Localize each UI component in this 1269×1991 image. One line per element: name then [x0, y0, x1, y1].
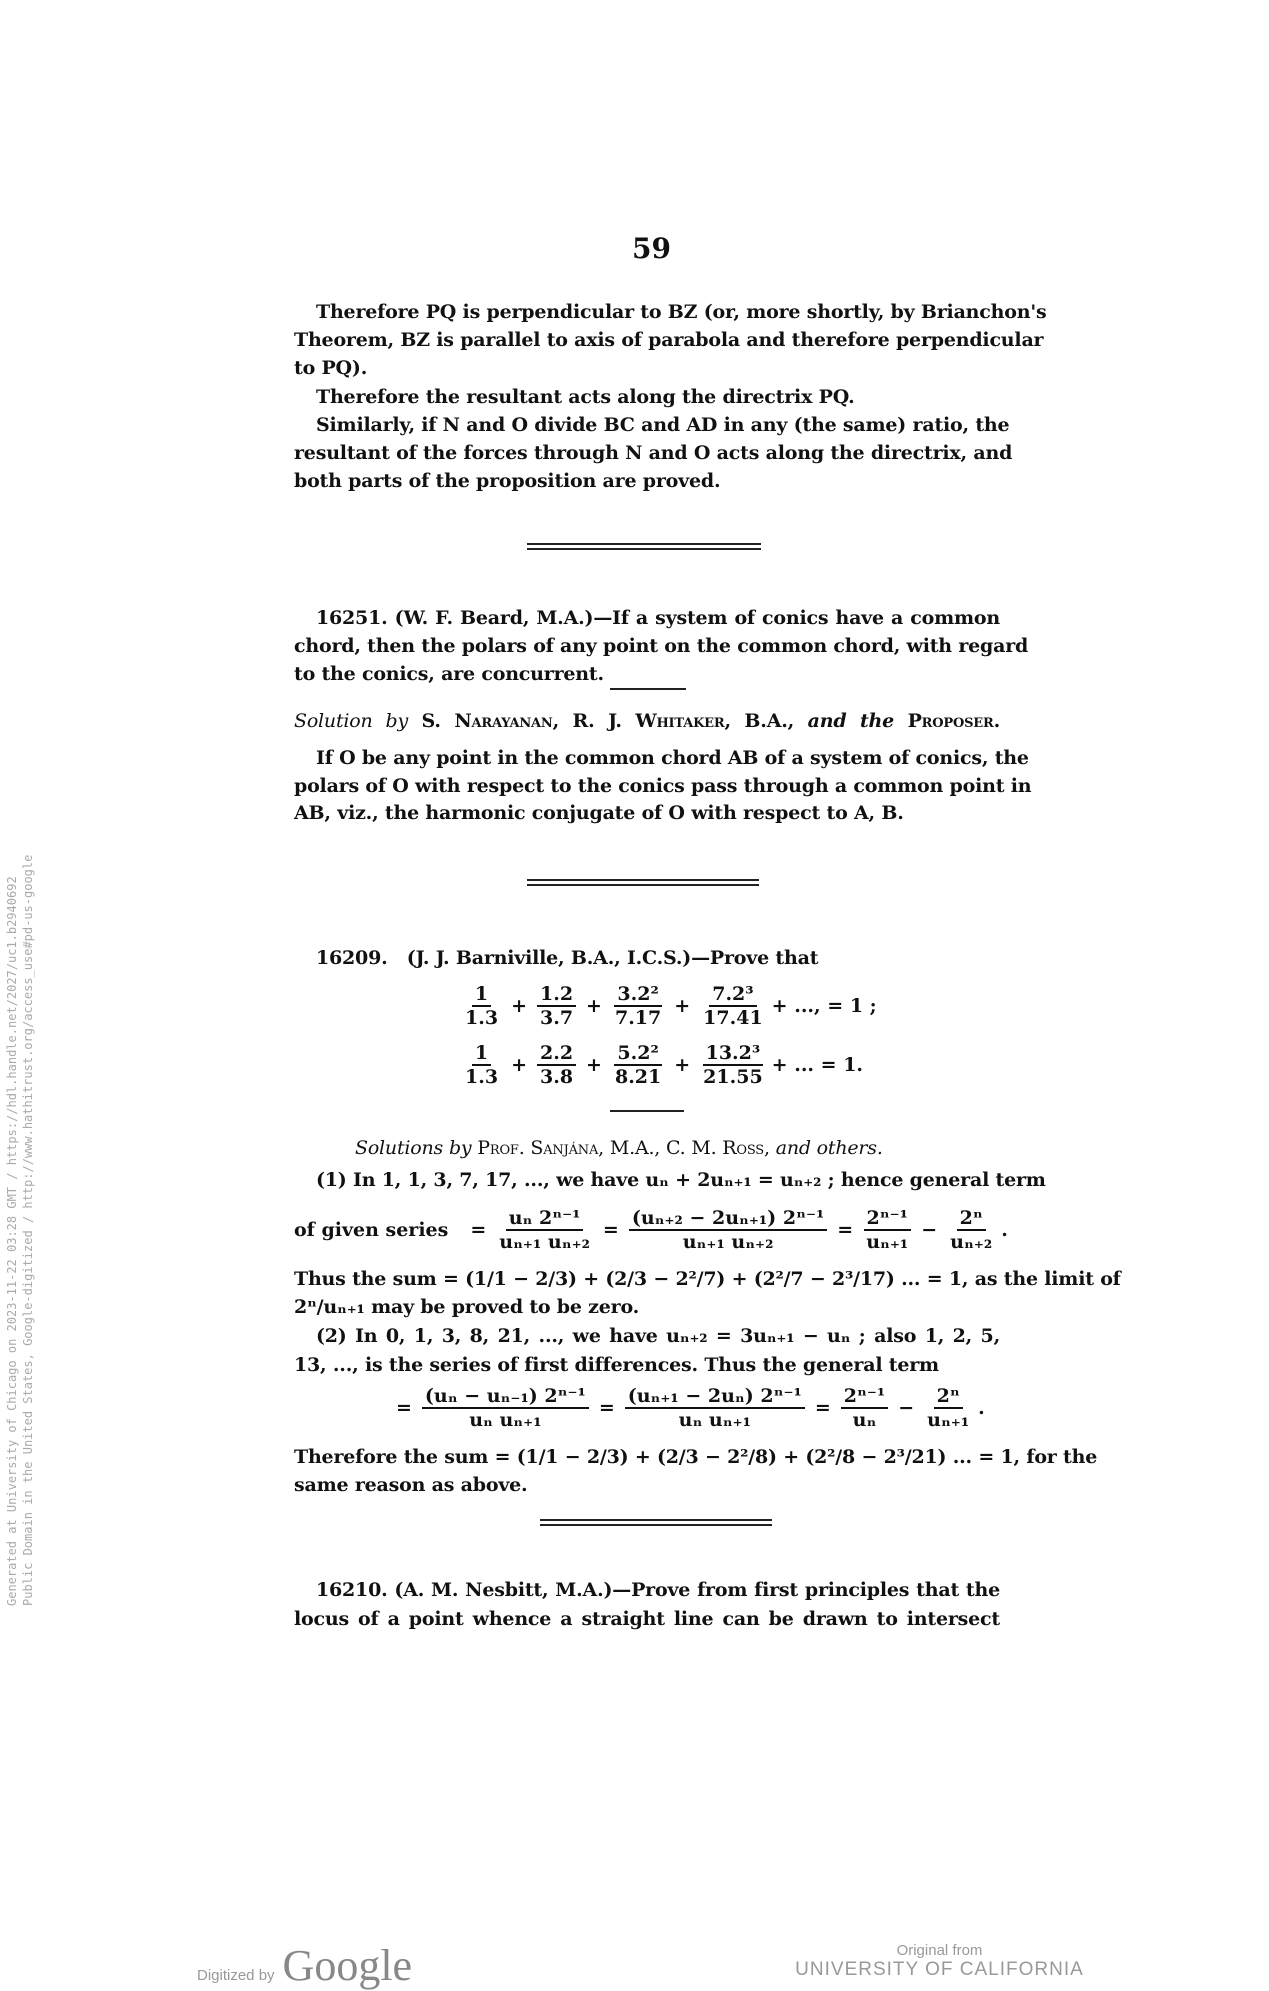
question-number: 16209. [316, 947, 388, 969]
denominator: uₙ₊₂ [950, 1231, 993, 1253]
text-line: Theorem, BZ is parallel to axis of parabola and therefore perpendicular [294, 329, 1044, 351]
numerator: 1 [472, 983, 491, 1007]
denominator: 1.3 [465, 1066, 499, 1088]
question-line [294, 944, 1000, 972]
denominator: 3.8 [539, 1066, 574, 1088]
solvers: Prof. Sanjána, M.A., C. M. Ross, [477, 1137, 770, 1159]
equation-2: $\frac{1}{1.3}$ + $\frac{2.2}{3.8}$ + $\frac{\text{5.2²}}{8.21}$ + $\frac{\text{13.2³}}{21.55}$ + ... = 1. [456, 1042, 863, 1088]
original-from [787, 1942, 1092, 1981]
short-rule [610, 1110, 684, 1112]
numerator: (uₙ − uₙ₋₁) 2ⁿ⁻¹ [422, 1385, 589, 1409]
numerator: 2.2 [537, 1042, 576, 1066]
side-watermark [4, 706, 36, 1606]
text-line: same reason as above. [294, 1474, 528, 1496]
numerator: 1.2 [537, 983, 576, 1007]
denominator: uₙ [852, 1409, 877, 1431]
text-line: Similarly, if N and O divide BC and AD in any (the same) ratio, the [316, 414, 1010, 436]
numerator: 2ⁿ⁻¹ [864, 1207, 911, 1231]
denominator: 21.55 [703, 1066, 763, 1088]
numerator: 5.2² [614, 1042, 661, 1066]
numerator: (uₙ₊₁ − 2uₙ) 2ⁿ⁻¹ [625, 1385, 805, 1409]
numerator: (uₙ₊₂ − 2uₙ₊₁) 2ⁿ⁻¹ [629, 1207, 827, 1231]
denominator: uₙ₊₁ uₙ₊₂ [682, 1231, 774, 1253]
section-divider [527, 879, 759, 886]
numerator: 7.2³ [709, 983, 756, 1007]
text-line: (2) In 0, 1, 3, 8, 21, ..., we have uₙ₊₂ = 3uₙ₊₁ − uₙ ; also 1, 2, 5, [316, 1325, 1000, 1347]
numerator: 2ⁿ [957, 1207, 986, 1231]
text-line: both parts of the proposition are proved. [294, 470, 721, 492]
short-rule [610, 688, 686, 690]
numerator: 1 [472, 1042, 491, 1066]
text-line: Therefore the sum = (1/1 − 2/3) + (2/3 − 2²/8) + (2²/8 − 2³/21) ... = 1, for the [294, 1446, 1098, 1468]
numerator: 13.2³ [703, 1042, 764, 1066]
page-number: 59 [632, 232, 671, 265]
text-line: to PQ). [294, 357, 368, 379]
denominator: uₙ₊₁ uₙ₊₂ [499, 1231, 590, 1253]
question-text: (J. J. Barniville, B.A., I.C.S.)—Prove that [406, 947, 819, 969]
text-line: 2ⁿ/uₙ₊₁ may be proved to be zero. [294, 1296, 640, 1318]
denominator: uₙ₊₁ [866, 1231, 909, 1253]
text-line: If O be any point in the common chord AB of a system of conics, the [316, 747, 1029, 769]
question-text: (A. M. Nesbitt, M.A.)—Prove from first principles that the [394, 1579, 1000, 1601]
denominator: 8.21 [614, 1066, 662, 1088]
proposer: Proposer. [907, 710, 1000, 732]
question-line [294, 1576, 1000, 1604]
equation-part2: = $\frac{\text{(uₙ − uₙ₋₁) 2ⁿ⁻¹}}{\text{uₙ uₙ₊₁}}$ = $\frac{\text{(uₙ₊₁ − 2uₙ) 2ⁿ⁻¹}}{\text{uₙ uₙ₊₁}}$ = $\frac{\text{2ⁿ⁻¹}}{\text{uₙ}}$ − $\frac{\text{2ⁿ}}{\text{uₙ₊₁}}$ . [396, 1385, 985, 1431]
solvers: S. Narayanan, R. J. Whitaker, B.A., [421, 710, 795, 732]
original-from-label: Original from [896, 1942, 983, 1959]
digitized-by-google [197, 1940, 412, 1991]
text-line: 13, ..., is the series of first differences. Thus the general term [294, 1354, 939, 1376]
text-line: Thus the sum = (1/1 − 2/3) + (2/3 − 2²/7) + (2²/7 − 2³/17) ... = 1, as the limit of [294, 1268, 1121, 1290]
denominator: 7.17 [614, 1007, 662, 1029]
text-line: Therefore PQ is perpendicular to BZ (or, more shortly, by Brianchon's [316, 301, 1047, 323]
question-line [294, 604, 1000, 632]
equation-tail: + ... = 1. [771, 1054, 864, 1076]
denominator: 3.7 [539, 1007, 574, 1029]
denominator: uₙ₊₁ [927, 1409, 970, 1431]
text-line: resultant of the forces through N and O acts along the directrix, and [294, 442, 1013, 464]
label: and others. [775, 1137, 883, 1159]
numerator: 2ⁿ⁻¹ [841, 1385, 888, 1409]
google-logo: Google [282, 1941, 413, 1990]
denominator: uₙ uₙ₊₁ [469, 1409, 542, 1431]
section-divider [540, 1519, 772, 1526]
section-divider [527, 543, 761, 550]
denominator: 17.41 [703, 1007, 763, 1029]
question-number: 16251. [316, 607, 388, 629]
label: of given series [294, 1219, 449, 1241]
text-line: locus of a point whence a straight line can be drawn to intersect [294, 1608, 1000, 1630]
numerator: 2ⁿ [934, 1385, 963, 1409]
numerator: 3.2² [614, 983, 661, 1007]
denominator: 1.3 [465, 1007, 499, 1029]
institution-name: UNIVERSITY OF CALIFORNIA [795, 1959, 1084, 1980]
solution-heading [294, 707, 1000, 735]
text-line: AB, viz., the harmonic conjugate of O with respect to A, B. [294, 802, 904, 824]
text-line: polars of O with respect to the conics pass through a common point in [294, 775, 1032, 797]
label: and the [807, 710, 895, 732]
label: Solutions by [355, 1137, 472, 1159]
watermark-line: Generated at University of Chicago on 2023-11-22 03:28 GMT / https://hdl.handle.net/2027/uc1.b2940692 [5, 876, 19, 1606]
text-line: chord, then the polars of any point on the common chord, with regard [294, 635, 1029, 657]
text-line: Therefore the resultant acts along the directrix PQ. [316, 386, 855, 408]
equation-1: $\frac{1}{1.3}$ + $\frac{1.2}{3.7}$ + $\frac{\text{3.2²}}{7.17}$ + $\frac{\text{7.2³}}{17.41}$ + ..., = 1 ; [456, 983, 877, 1029]
label: Solution by [294, 710, 409, 732]
text-line: (1) In 1, 1, 3, 7, 17, ..., we have uₙ + 2uₙ₊₁ = uₙ₊₂ ; hence general term [316, 1169, 1046, 1191]
solution-heading [355, 1134, 995, 1162]
watermark-line: Public Domain in the United States, Google-digitized / http://www.hathitrust.org/access_use#pd-us-google [21, 854, 35, 1606]
numerator: uₙ 2ⁿ⁻¹ [506, 1207, 584, 1231]
text-line: to the conics, are concurrent. [294, 663, 604, 685]
digitized-label: Digitized by [197, 1967, 275, 1984]
equation-part1: of given series = $\frac{\text{uₙ 2ⁿ⁻¹}}{\text{uₙ₊₁ uₙ₊₂}}$ = $\frac{\text{(uₙ₊₂ − 2uₙ₊₁) 2ⁿ⁻¹}}{\text{uₙ₊₁ uₙ₊₂}}$ = $\frac{\text{2ⁿ⁻¹}}{\text{uₙ₊₁}}$ − $\frac{\text{2ⁿ}}{\text{uₙ₊₂}}$ . [294, 1207, 1008, 1253]
question-text: (W. F. Beard, M.A.)—If a system of conics have a common [394, 607, 1000, 629]
denominator: uₙ uₙ₊₁ [678, 1409, 751, 1431]
question-number: 16210. [316, 1579, 388, 1601]
equation-tail: + ..., = 1 ; [771, 995, 877, 1017]
